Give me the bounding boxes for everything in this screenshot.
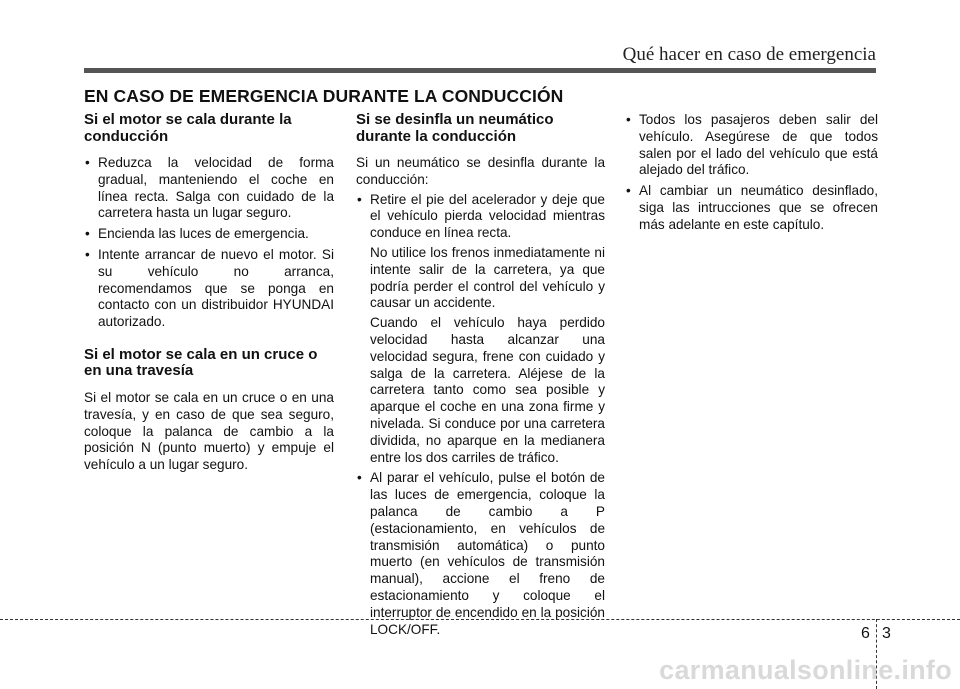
section-title: EN CASO DE EMERGENCIA DURANTE LA CONDUCCIÓN [84,86,564,106]
column-3 [625,112,878,238]
list-item-text: Reduzca la velocidad de forma gradual, manteniendo el coche en línea recta. Salga con cuidado de la carretera hasta un lugar seguro. [98,155,334,221]
paragraph: Si el motor se cala en un cruce o en una travesía, y en caso de que sea seguro, coloque la palanca de cambio a la posición N (punto muerto) y empuje el vehículo a un lugar seguro. [84,389,334,473]
footer-divider [0,619,960,620]
list-item-text: Al parar el vehículo, pulse el botón de las luces de emergencia, coloque la palanca de cambio a P (estacionamiento, en vehículos de transmisión automática) o punto muerto (en vehículos de transmisión manual), accione el freno de estacionamiento y coloque el interruptor de encendido en la posición LOCK/OFF. [370,470,605,637]
list-item-text: Todos los pasajeros deben salir del vehículo. Asegúrese de que todos salen por el lado del vehículo que está alejado del tráfico. [639,112,878,178]
list-item [625,183,878,233]
subsection-heading-crossing-stall: Si el motor se cala en un cruce o en una travesía [84,345,318,380]
list-item-text: Al cambiar un neumático desinflado, siga las intrucciones que se ofrecen más adelante en este capítulo. [639,183,878,232]
list-item-subparagraph: No utilice los frenos inmediatamente ni intente salir de la carretera, ya que podría perder el control del vehículo y causar un accidente. [370,244,605,311]
bullet-list [84,155,334,331]
bullet-icon: • [626,183,631,199]
paragraph: Si un neumático se desinfla durante la conducción: [356,155,605,187]
list-item [84,247,334,331]
page-number: 3 [882,625,891,642]
column-1 [84,112,334,477]
watermark: carmanualsonline.info [659,655,952,685]
header-rule [84,68,876,73]
list-item-text: Intente arrancar de nuevo el motor. Si su vehículo no arranca, recomendamos que se ponga en contacto con un distribuidor HYUNDAI autorizado. [98,246,334,330]
column-2 [356,112,605,642]
list-item [625,112,878,179]
bullet-icon: • [85,226,90,242]
subsection-heading-engine-stall: Si el motor se cala durante la conducción [84,111,292,145]
bullet-icon: • [626,112,631,127]
list-item [356,470,605,638]
list-item [84,155,334,222]
bullet-icon: • [85,246,90,262]
chapter-number: 6 [861,625,870,642]
list-item [356,192,605,467]
bullet-icon: • [85,155,90,170]
bullet-icon: • [357,191,362,207]
subsection-heading-flat-tire: Si se desinfla un neumático durante la conducción [356,111,554,145]
bullet-list [625,112,878,234]
list-item-text: Encienda las luces de emergencia. [98,226,309,242]
list-item-subparagraph: Cuando el vehículo haya perdido velocidad hasta alcanzar una velocidad segura, frene con cuidado y salga de la carretera. Aléjese de la carretera tanto como sea posible y aparque el coche en una zona firme y nivelada. Si conduce por una carretera dividida, no aparque en la medianera entre los dos carriles de tráfico. [370,315,605,465]
bullet-icon: • [357,470,362,486]
list-item [84,226,334,243]
chapter-header-title: Qué hacer en caso de emergencia [622,44,876,65]
bullet-list [356,192,605,639]
list-item-text: Retire el pie del acelerador y deje que el vehículo pierda velocidad mientras conduce en línea recta. [370,191,605,241]
